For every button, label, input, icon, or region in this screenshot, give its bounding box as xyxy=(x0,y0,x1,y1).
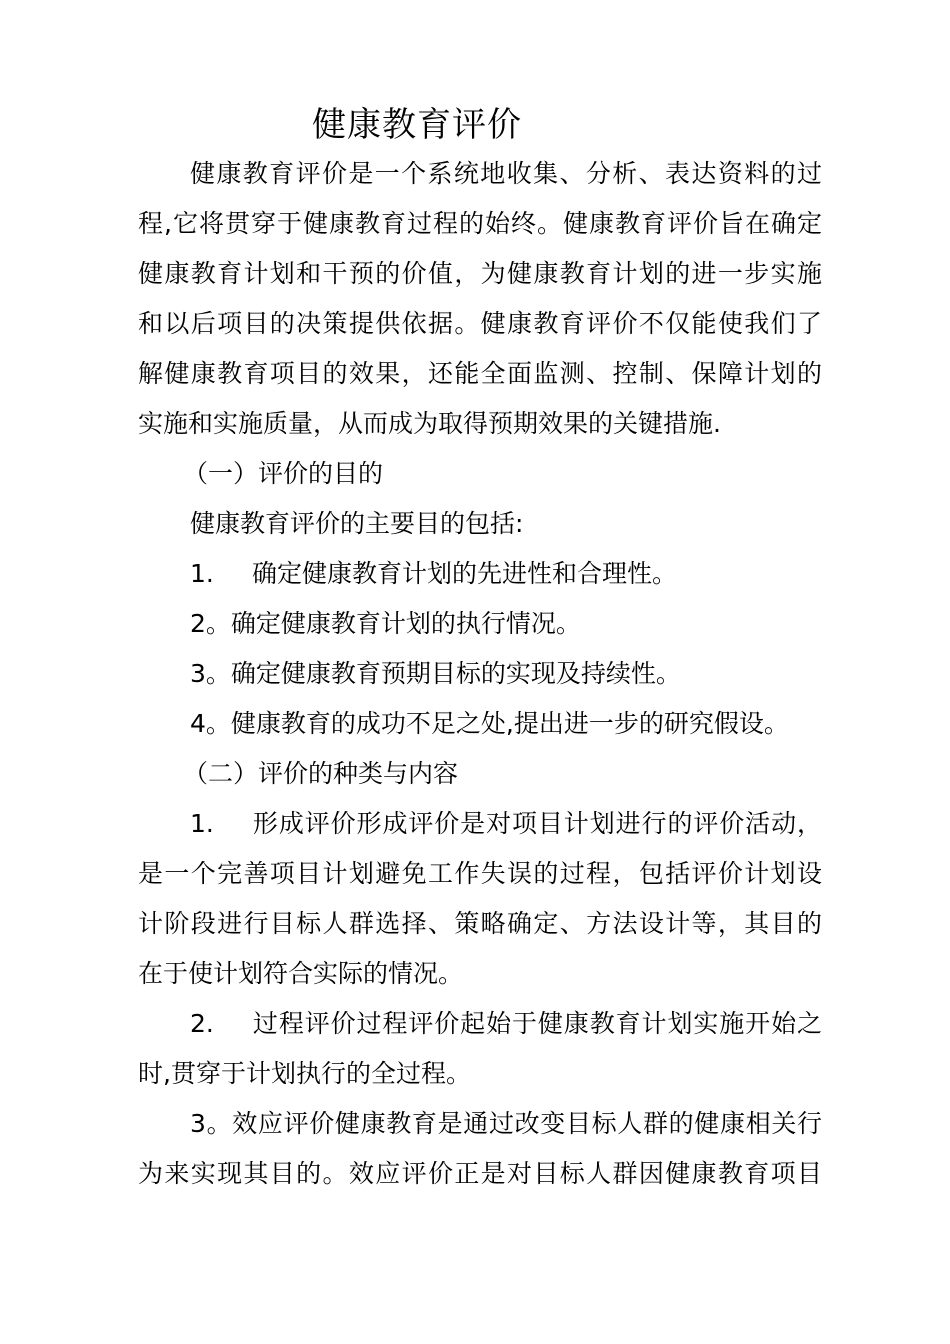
section1-intro: 健康教育评价的主要目的包括: xyxy=(190,509,524,538)
item-number: 1. xyxy=(190,809,214,838)
section1-item-4: 4。健康教育的成功不足之处,提出进一步的研究假设。 xyxy=(190,709,789,738)
item-number: 1. xyxy=(190,559,214,588)
section2-item1-line-2: 是一个完善项目计划避免工作失误的过程，包括评价计划设 xyxy=(138,859,822,888)
section2-item2-line-1 xyxy=(190,1004,822,1044)
section2-item2-line-2: 时,贯穿于计划执行的全过程。 xyxy=(138,1059,471,1088)
para1-line-1: 健康教育评价是一个系统地收集、分析、表达资料的过 xyxy=(190,159,822,188)
para1-line-6: 实施和实施质量，从而成为取得预期效果的关键措施. xyxy=(138,409,721,438)
section2-item1-line-1 xyxy=(190,804,822,844)
para1-line-5: 解健康教育项目的效果，还能全面监测、控制、保障计划的 xyxy=(138,359,822,388)
para1-line-2: 程,它将贯穿于健康教育过程的始终。健康教育评价旨在确定 xyxy=(138,209,822,238)
para1-line-3: 健康教育计划和干预的价值，为健康教育计划的进一步实施 xyxy=(138,259,822,288)
item-text: 确定健康教育计划的先进性和合理性。 xyxy=(252,559,678,588)
para1-line-4: 和以后项目的决策提供依据。健康教育评价不仅能使我们了 xyxy=(138,309,822,338)
item-number: 2. xyxy=(190,1009,214,1038)
section2-item3-line-1: 3。效应评价健康教育是通过改变目标人群的健康相关行 xyxy=(190,1109,822,1138)
section1-heading: （一）评价的目的 xyxy=(183,459,384,488)
section1-item-1 xyxy=(190,554,677,594)
section1-item-2: 2。确定健康教育计划的执行情况。 xyxy=(190,609,581,638)
document-title: 健康教育评价 xyxy=(312,105,522,145)
item-text: 过程评价过程评价起始于健康教育计划实施开始之 xyxy=(252,1009,822,1038)
section2-item3-line-2: 为来实现其目的。效应评价正是对目标人群因健康教育项目 xyxy=(138,1159,822,1188)
section2-heading: （二）评价的种类与内容 xyxy=(183,759,459,788)
item-text: 形成评价形成评价是对项目计划进行的评价活动， xyxy=(252,809,822,838)
section1-item-3: 3。确定健康教育预期目标的实现及持续性。 xyxy=(190,659,681,688)
section2-item1-line-3: 计阶段进行目标人群选择、策略确定、方法设计等，其目的 xyxy=(138,909,822,938)
section2-item1-line-4: 在于使计划符合实际的情况。 xyxy=(138,959,464,988)
